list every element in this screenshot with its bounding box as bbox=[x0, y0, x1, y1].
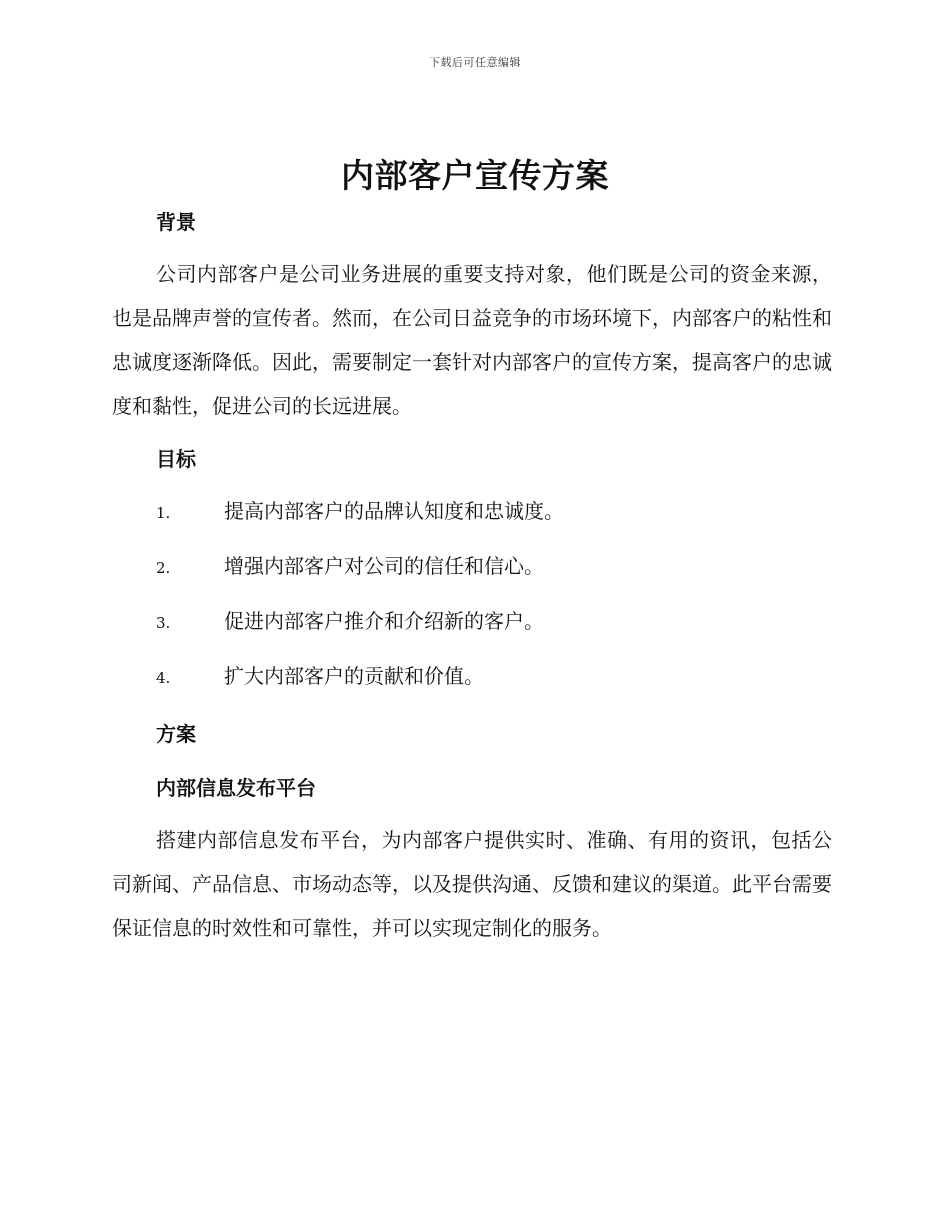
goal-text: 增强内部客户对公司的信任和信心。 bbox=[224, 554, 544, 578]
goal-number: 1. bbox=[156, 504, 171, 522]
plan-paragraph: 搭建内部信息发布平台，为内部客户提供实时、准确、有用的资讯，包括公司新闻、产品信息、市场动态等，以及提供沟通、反馈和建议的渠道。此平台需要保证信息的时效性和可靠性，并可以实现定制化的服务。 bbox=[112, 828, 832, 940]
goal-number: 3. bbox=[156, 614, 171, 632]
plan-heading: 方案 bbox=[156, 722, 196, 746]
goal-text: 促进内部客户推介和介绍新的客户。 bbox=[224, 609, 544, 633]
plan-subheading: 内部信息发布平台 bbox=[156, 776, 316, 800]
background-heading: 背景 bbox=[156, 210, 196, 234]
goal-item bbox=[156, 662, 836, 692]
goal-number: 4. bbox=[156, 669, 171, 687]
goal-text: 扩大内部客户的贡献和价值。 bbox=[224, 664, 484, 688]
background-paragraph: 公司内部客户是公司业务进展的重要支持对象，他们既是公司的资金来源，也是品牌声誉的宣传者。然而，在公司日益竞争的市场环境下，内部客户的粘性和忠诚度逐渐降低。因此，需要制定一套针对内部客户的宣传方案，提高客户的忠诚度和黏性，促进公司的长远进展。 bbox=[112, 262, 832, 418]
goal-text: 提高内部客户的品牌认知度和忠诚度。 bbox=[224, 499, 564, 523]
goal-number: 2. bbox=[156, 559, 171, 577]
goal-item bbox=[156, 552, 836, 582]
goal-item bbox=[156, 497, 836, 527]
document-title: 内部客户宣传方案 bbox=[341, 156, 609, 195]
goal-item bbox=[156, 607, 836, 637]
header-note: 下载后可任意编辑 bbox=[429, 56, 521, 69]
goals-heading: 目标 bbox=[156, 447, 196, 471]
